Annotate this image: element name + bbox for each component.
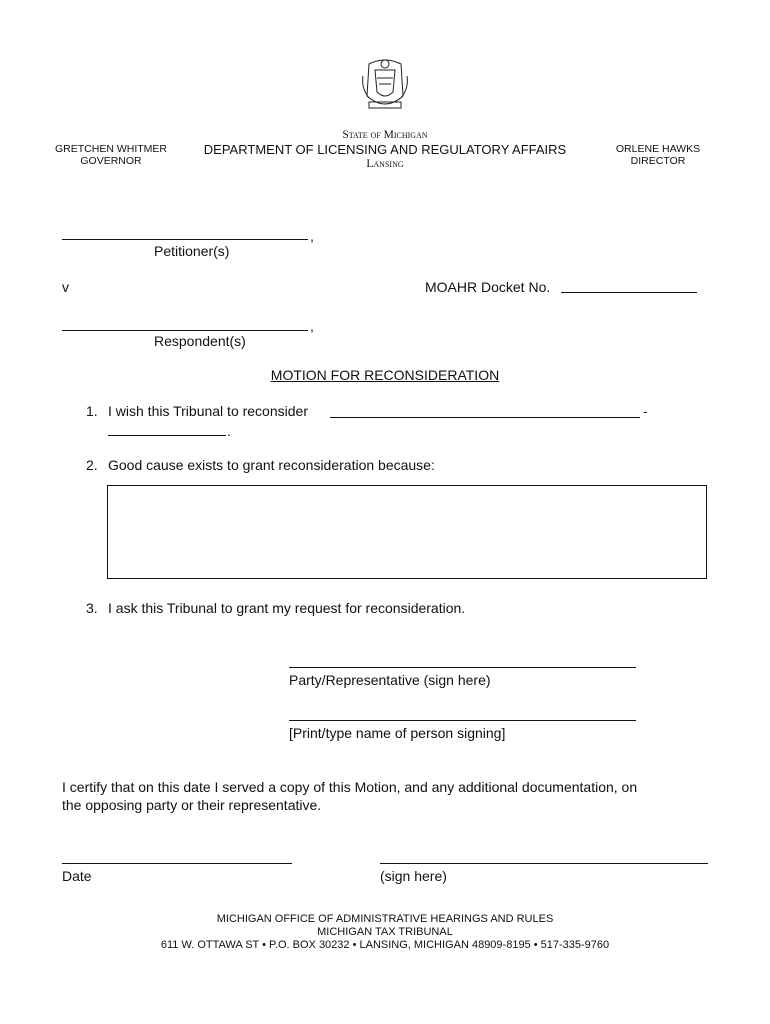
print-name-line[interactable] bbox=[289, 720, 636, 721]
item2-text: Good cause exists to grant reconsideration because: bbox=[108, 457, 435, 473]
state-heading: State of Michigan bbox=[342, 129, 428, 141]
petitioner-label: Petitioner(s) bbox=[154, 243, 230, 259]
versus-label: v bbox=[62, 279, 69, 295]
item1-text: I wish this Tribunal to reconsider bbox=[108, 403, 308, 419]
footer-office: MICHIGAN OFFICE OF ADMINISTRATIVE HEARINGS AND RULES bbox=[216, 913, 554, 925]
item1-dash: - bbox=[643, 403, 648, 419]
item1-number: 1. bbox=[86, 403, 98, 419]
footer-address: 611 W. OTTAWA ST • P.O. BOX 30232 • LANSING, MICHIGAN 48909-8195 • 517-335-9760 bbox=[160, 939, 610, 951]
item3-number: 3. bbox=[86, 600, 98, 616]
respondent-comma: , bbox=[310, 318, 314, 334]
director-name: ORLENE HAWKS bbox=[615, 143, 701, 155]
docket-number-line[interactable] bbox=[561, 292, 697, 293]
respondent-label: Respondent(s) bbox=[154, 333, 246, 349]
print-name-label: [Print/type name of person signing] bbox=[289, 725, 506, 741]
date-line[interactable] bbox=[62, 863, 292, 864]
party-signature-line[interactable] bbox=[289, 667, 636, 668]
director-title: DIRECTOR bbox=[630, 155, 686, 167]
party-signature-label: Party/Representative (sign here) bbox=[289, 672, 491, 688]
petitioner-line[interactable] bbox=[62, 239, 308, 240]
certify-signature-label: (sign here) bbox=[380, 868, 447, 884]
director-block bbox=[608, 143, 708, 167]
petitioner-comma: , bbox=[310, 228, 314, 244]
respondent-line[interactable] bbox=[62, 330, 308, 331]
michigan-seal-icon bbox=[359, 56, 411, 114]
docket-label: MOAHR Docket No. bbox=[425, 279, 551, 295]
good-cause-textbox[interactable] bbox=[107, 485, 707, 579]
motion-title: MOTION FOR RECONSIDERATION bbox=[270, 367, 500, 383]
footer-tribunal: MICHIGAN TAX TRIBUNAL bbox=[317, 926, 453, 938]
city-heading: Lansing bbox=[366, 158, 404, 170]
governor-title: GOVERNOR bbox=[80, 155, 142, 167]
good-cause-underline bbox=[108, 578, 488, 579]
item3-text: I ask this Tribunal to grant my request for reconsideration. bbox=[108, 600, 466, 616]
item2-number: 2. bbox=[86, 457, 98, 473]
item1-period: . bbox=[227, 423, 231, 439]
certification-line-1: I certify that on this date I served a copy of this Motion, and any additional documentation, on bbox=[62, 779, 638, 795]
date-label: Date bbox=[62, 868, 92, 884]
department-heading: DEPARTMENT OF LICENSING AND REGULATORY AFFAIRS bbox=[203, 142, 567, 157]
certification-line-2: the opposing party or their representative. bbox=[62, 797, 322, 813]
certify-signature-line[interactable] bbox=[380, 863, 708, 864]
item1-reconsider-line[interactable] bbox=[330, 417, 640, 418]
item1-continuation-line[interactable] bbox=[108, 435, 226, 436]
governor-name: GRETCHEN WHITMER bbox=[55, 143, 167, 155]
